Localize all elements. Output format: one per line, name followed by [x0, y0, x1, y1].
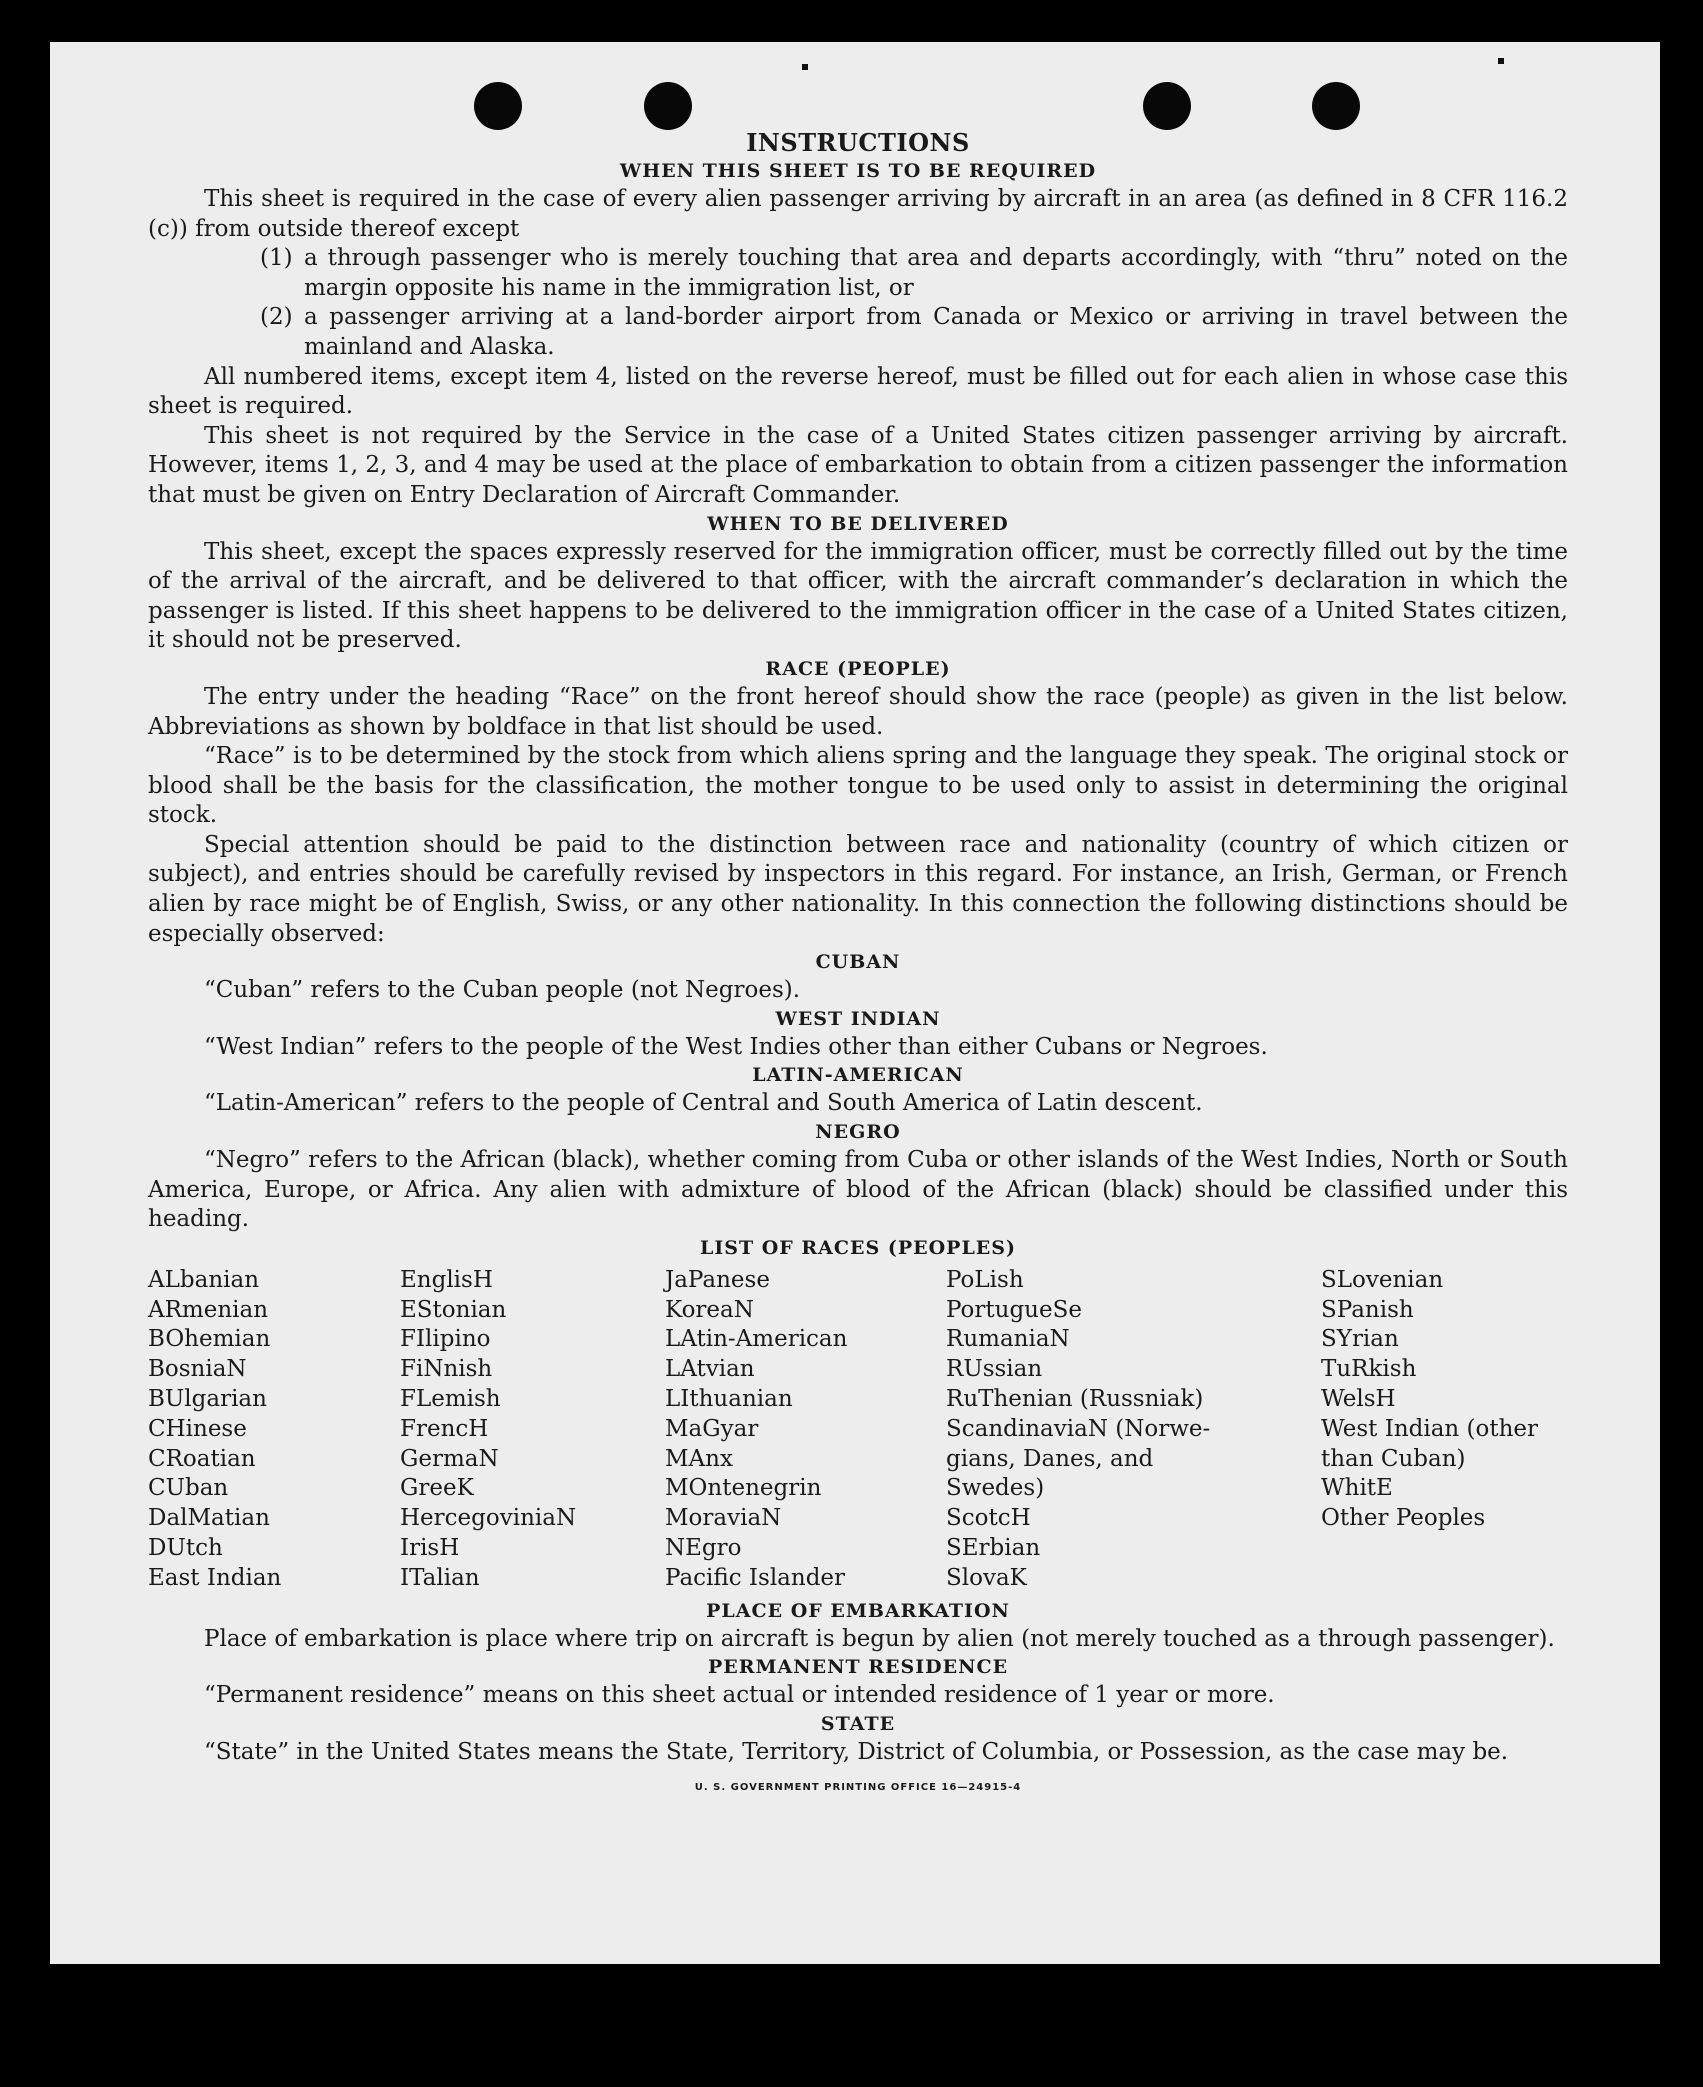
paragraph: Place of embarkation is place where trip on aircraft is begun by alien (not merely touched as a through passenger).	[204, 1625, 1555, 1652]
races-list	[148, 1266, 1568, 1594]
section-heading: STATE	[820, 1712, 896, 1735]
ink-speck	[802, 64, 808, 70]
ink-speck	[1498, 58, 1504, 64]
section-heading: WHEN TO BE DELIVERED	[707, 512, 1009, 535]
section-heading: LATIN-AMERICAN	[752, 1064, 964, 1087]
races-column: ALbanian ARmenian BOhemian BosniaN BUlgarian CHinese CRoatian CUban DalMatian DUtch East Indian	[148, 1266, 282, 1591]
punch-hole	[1143, 82, 1191, 130]
section-heading: WHEN THIS SHEET IS TO BE REQUIRED	[619, 160, 1097, 182]
punch-hole	[474, 82, 522, 130]
punch-hole	[644, 82, 692, 130]
document-page	[50, 42, 1660, 1964]
section-heading: PERMANENT RESIDENCE	[707, 1656, 1009, 1679]
races-column: PoLish PortugueSe RumaniaN RUssian RuThenian (Russniak) ScandinaviaN (Norwe- gians, Danes, and Swedes) ScotcH SErbian SlovaK	[946, 1266, 1211, 1591]
paragraph: “Permanent residence” means on this sheet actual or intended residence of 1 year or more.	[204, 1682, 1275, 1709]
list-item	[148, 303, 1568, 362]
paragraph: “Latin-American” refers to the people of Central and South America of Latin descent.	[204, 1090, 1203, 1117]
paragraph: “Cuban” refers to the Cuban people (not Negroes).	[204, 977, 801, 1004]
section-heading: LIST OF RACES (PEOPLES)	[700, 1236, 1016, 1259]
paragraph: Special attention should be paid to the distinction between race and nationality (country of which citizen or subject), and entries should be carefully revised by inspectors in this regard. For instance, an Irish, German, or French alien by race might be of English, Swiss, or any other nationality. In this connection the following distinctions should be especially observed:	[148, 831, 1568, 947]
section-heading: PLACE OF EMBARKATION	[706, 1599, 1010, 1622]
item-number: (1)	[260, 245, 293, 272]
races-column: EnglisH EStonian FIlipino FiNnish FLemish FrencH GermaN GreeK HercegoviniaN IrisH ITalian	[400, 1266, 577, 1591]
paragraph: All numbered items, except item 4, listed on the reverse hereof, must be filled out for each alien in whose case this sheet is required.	[148, 363, 1568, 420]
list-item	[148, 244, 1568, 303]
paragraph: “Negro” refers to the African (black), whether coming from Cuba or other islands of the West Indies, North or South America, Europe, or Africa. Any alien with admixture of blood of the African (black) should be classified under this heading.	[148, 1147, 1568, 1233]
races-column: JaPanese KoreaN LAtin-American LAtvian LIthuanian MaGyar MAnx MOntenegrin MoraviaN NEgro Pacific Islander	[665, 1266, 848, 1591]
section-heading: NEGRO	[815, 1121, 901, 1144]
paragraph: “West Indian” refers to the people of the West Indies other than either Cubans or Negroes.	[204, 1033, 1268, 1060]
punch-hole	[1312, 82, 1360, 130]
item-text: a passenger arriving at a land-border airport from Canada or Mexico or arriving in travel between the mainland and Alaska.	[304, 304, 1568, 360]
paragraph: The entry under the heading “Race” on the front hereof should show the race (people) as given in the list below. Abbreviations as shown by boldface in that list should be used.	[148, 683, 1568, 740]
item-number: (2)	[260, 304, 293, 331]
paragraph: This sheet, except the spaces expressly reserved for the immigration officer, must be correctly filled out by the time of the arrival of the aircraft, and be delivered to that officer, with the aircraft commander’s declaration in which the passenger is listed. If this sheet happens to be delivered to the immigration officer in the case of a United States citizen, it should not be preserved.	[148, 538, 1568, 654]
races-column: SLovenian SPanish SYrian TuRkish WelsH West Indian (other than Cuban) WhitE Other Peoples	[1321, 1266, 1539, 1532]
printer-imprint: U. S. GOVERNMENT PRINTING OFFICE 16—24915-4	[694, 1782, 1022, 1794]
section-heading: RACE (PEOPLE)	[765, 657, 951, 680]
instructions-body	[148, 128, 1568, 1803]
paragraph: This sheet is required in the case of every alien passenger arriving by aircraft in an area (as defined in 8 CFR 116.2 (c)) from outside thereof except	[148, 186, 1568, 242]
item-text: a through passenger who is merely touching that area and departs accordingly, with “thru” noted on the margin opposite his name in the immigration list, or	[304, 245, 1568, 301]
paragraph: This sheet is not required by the Service in the case of a United States citizen passenger arriving by aircraft. However, items 1, 2, 3, and 4 may be used at the place of embarkation to obtain from a citizen passenger the information that must be given on Entry Declaration of Aircraft Commander.	[148, 422, 1568, 508]
paragraph: “Race” is to be determined by the stock from which aliens spring and the language they speak. The original stock or blood shall be the basis for the classification, the mother tongue to be used only to assist in determining the original stock.	[148, 743, 1568, 829]
paragraph: “State” in the United States means the State, Territory, District of Columbia, or Possession, as the case may be.	[204, 1738, 1509, 1765]
page-title: INSTRUCTIONS	[746, 128, 970, 157]
section-heading: WEST INDIAN	[775, 1007, 941, 1030]
section-heading: CUBAN	[815, 951, 901, 974]
